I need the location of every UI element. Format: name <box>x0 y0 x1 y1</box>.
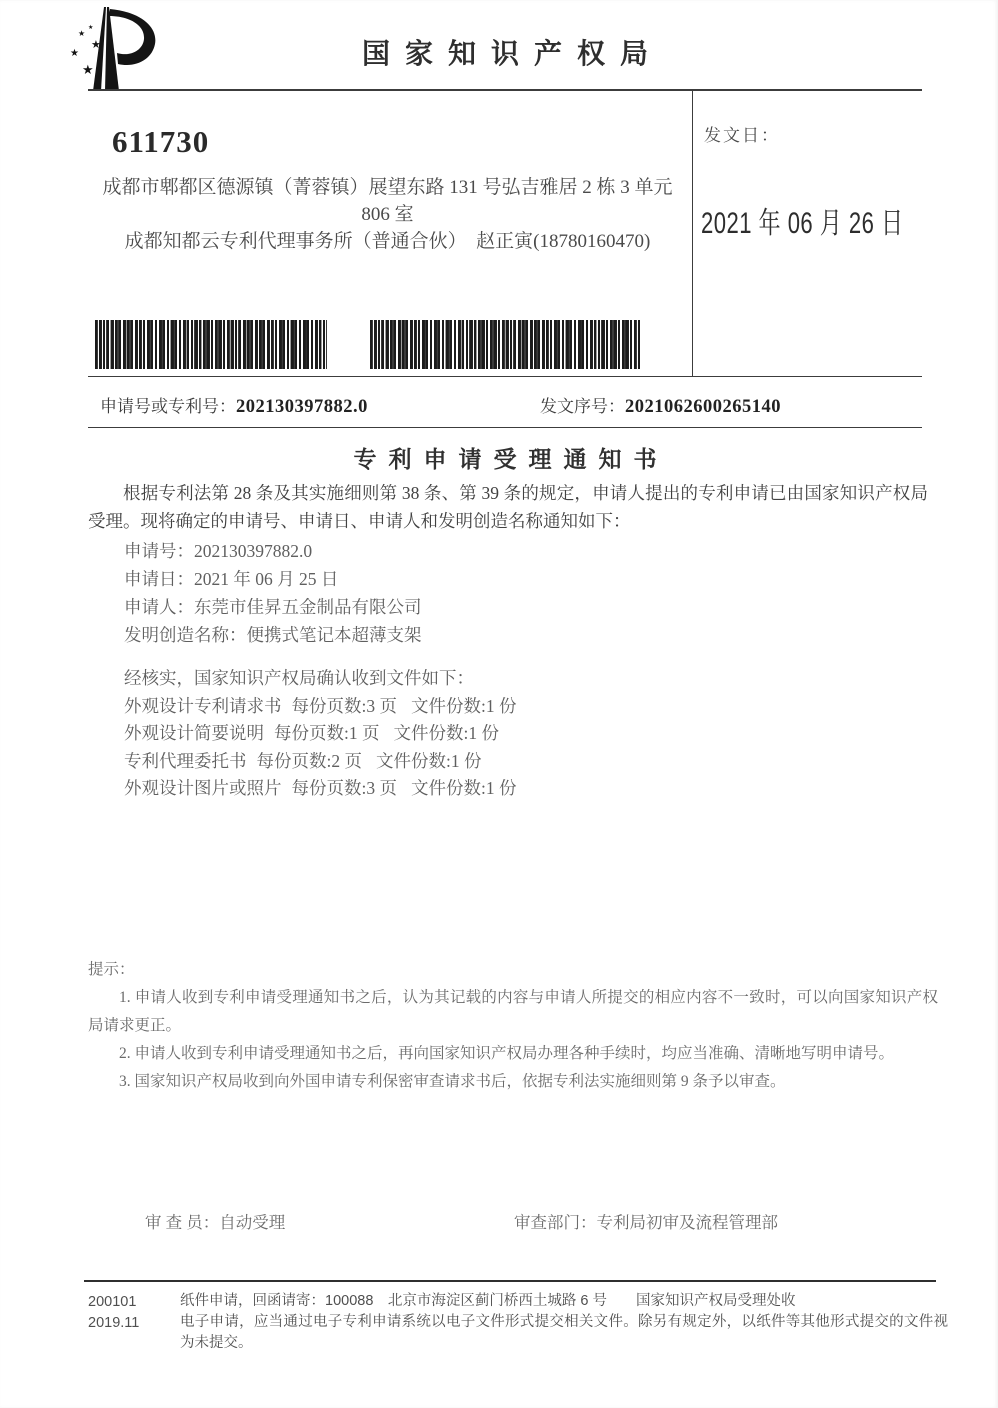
footer-text-block <box>180 1291 948 1354</box>
note-item: 2. 申请人收到专利申请受理通知书之后，再向国家知识产权局办理各种手续时，均应当准确、清晰地写明申请号。 <box>119 1045 895 1062</box>
received-file-row: 外观设计图片或照片 每份页数:3 页 文件份数:1 份 <box>124 778 517 798</box>
star-icon: ★ <box>88 25 94 31</box>
form-date: 2019.11 <box>88 1315 140 1331</box>
agency-title: 国家知识产权局 <box>361 39 663 70</box>
received-file-row: 外观设计专利请求书 每份页数:3 页 文件份数:1 份 <box>124 695 517 716</box>
address-line-2: 806 室 <box>361 204 414 225</box>
received-file-row: 外观设计简要说明 每份页数:1 页 文件份数:1 份 <box>124 723 499 743</box>
examiner-group <box>145 1209 285 1233</box>
serial-number-label: 发文序号： <box>540 397 625 416</box>
field-application-number: 申请号：202130397882.0 <box>124 541 313 561</box>
footer-line-paper: 纸件申请，回函请寄：100088 北京市海淀区蓟门桥西土城路 6 号 国家知识产权局受理处收 <box>180 1293 796 1309</box>
form-code-block <box>88 1292 168 1334</box>
serial-number-value: 2021062600265140 <box>625 397 781 417</box>
issue-date-label: 发文日： <box>704 126 780 145</box>
department-value: 专利局初审及流程管理部 <box>596 1213 778 1232</box>
address-section-bottom-line <box>88 376 922 377</box>
star-icon: ★ <box>78 29 86 38</box>
note-item: 1. 申请人收到专利申请受理通知书之后，认为其记载的内容与申请人所提交的相应内容不一致时，可以向国家知识产权局请求更正。 <box>88 989 938 1034</box>
date-box-divider-line <box>692 89 693 376</box>
field-applicant: 申请人：东莞市佳昇五金制品有限公司 <box>124 597 422 617</box>
address-line-1: 成都市郫都区德源镇（菁蓉镇）展望东路 131 号弘吉雅居 2 栋 3 单元 <box>102 177 673 198</box>
barcode <box>95 320 327 369</box>
application-number-value: 202130397882.0 <box>236 397 368 417</box>
star-icon: ★ <box>82 62 94 77</box>
field-filing-date: 申请日：2021 年 06 月 25 日 <box>124 569 339 589</box>
notes-section <box>88 956 938 1096</box>
star-icon: ★ <box>91 39 101 51</box>
received-intro: 经核实，国家知识产权局确认收到文件如下： <box>124 668 474 688</box>
notes-title: 提示： <box>88 961 135 978</box>
application-number-group <box>100 392 368 418</box>
intro-paragraph: 根据专利法第 28 条及其实施细则第 38 条、第 39 条的规定，申请人提出的专利申请已由国家知识产权局受理。现将确定的申请号、申请日、申请人和发明创造名称通知如下： <box>88 483 928 531</box>
form-code: 200101 <box>88 1294 137 1310</box>
field-invention-title: 发明创造名称：便携式笔记本超薄支架 <box>124 625 422 645</box>
application-number-label: 申请号或专利号： <box>100 397 236 416</box>
examiner-value: 自动受理 <box>219 1213 286 1232</box>
star-icon: ★ <box>70 48 79 59</box>
recipient-address-block <box>95 174 680 255</box>
examiner-label: 审 查 员： <box>145 1213 220 1232</box>
note-item: 3. 国家知识产权局收到向外国申请专利保密审查请求书后，依据专利法实施细则第 9 条予以审查。 <box>119 1073 786 1090</box>
agent-line: 成都知都云专利代理事务所（普通合伙） 赵正寅(18780160470) <box>124 231 651 252</box>
issue-date-value: 2021 年 06 月 26 日 <box>701 207 904 241</box>
barcode <box>370 320 640 369</box>
received-file-row: 专利代理委托书 每份页数:2 页 文件份数:1 份 <box>124 750 482 771</box>
department-label: 审查部门： <box>514 1213 597 1232</box>
header-divider-line <box>88 89 922 91</box>
application-fields <box>124 537 422 649</box>
footer-divider-line <box>84 1280 936 1282</box>
notice-title: 专利申请受理通知书 <box>353 447 669 472</box>
department-group <box>514 1209 778 1233</box>
numbers-row-bottom-line <box>88 427 922 428</box>
postal-code: 611730 <box>112 124 210 159</box>
footer-line-electronic: 电子申请，应当通过电子专利申请系统以电子文件形式提交相关文件。除另有规定外，以纸件等其他形式提交的文件视为未提交。 <box>180 1314 948 1351</box>
received-documents <box>124 665 517 803</box>
serial-number-group <box>540 392 781 418</box>
